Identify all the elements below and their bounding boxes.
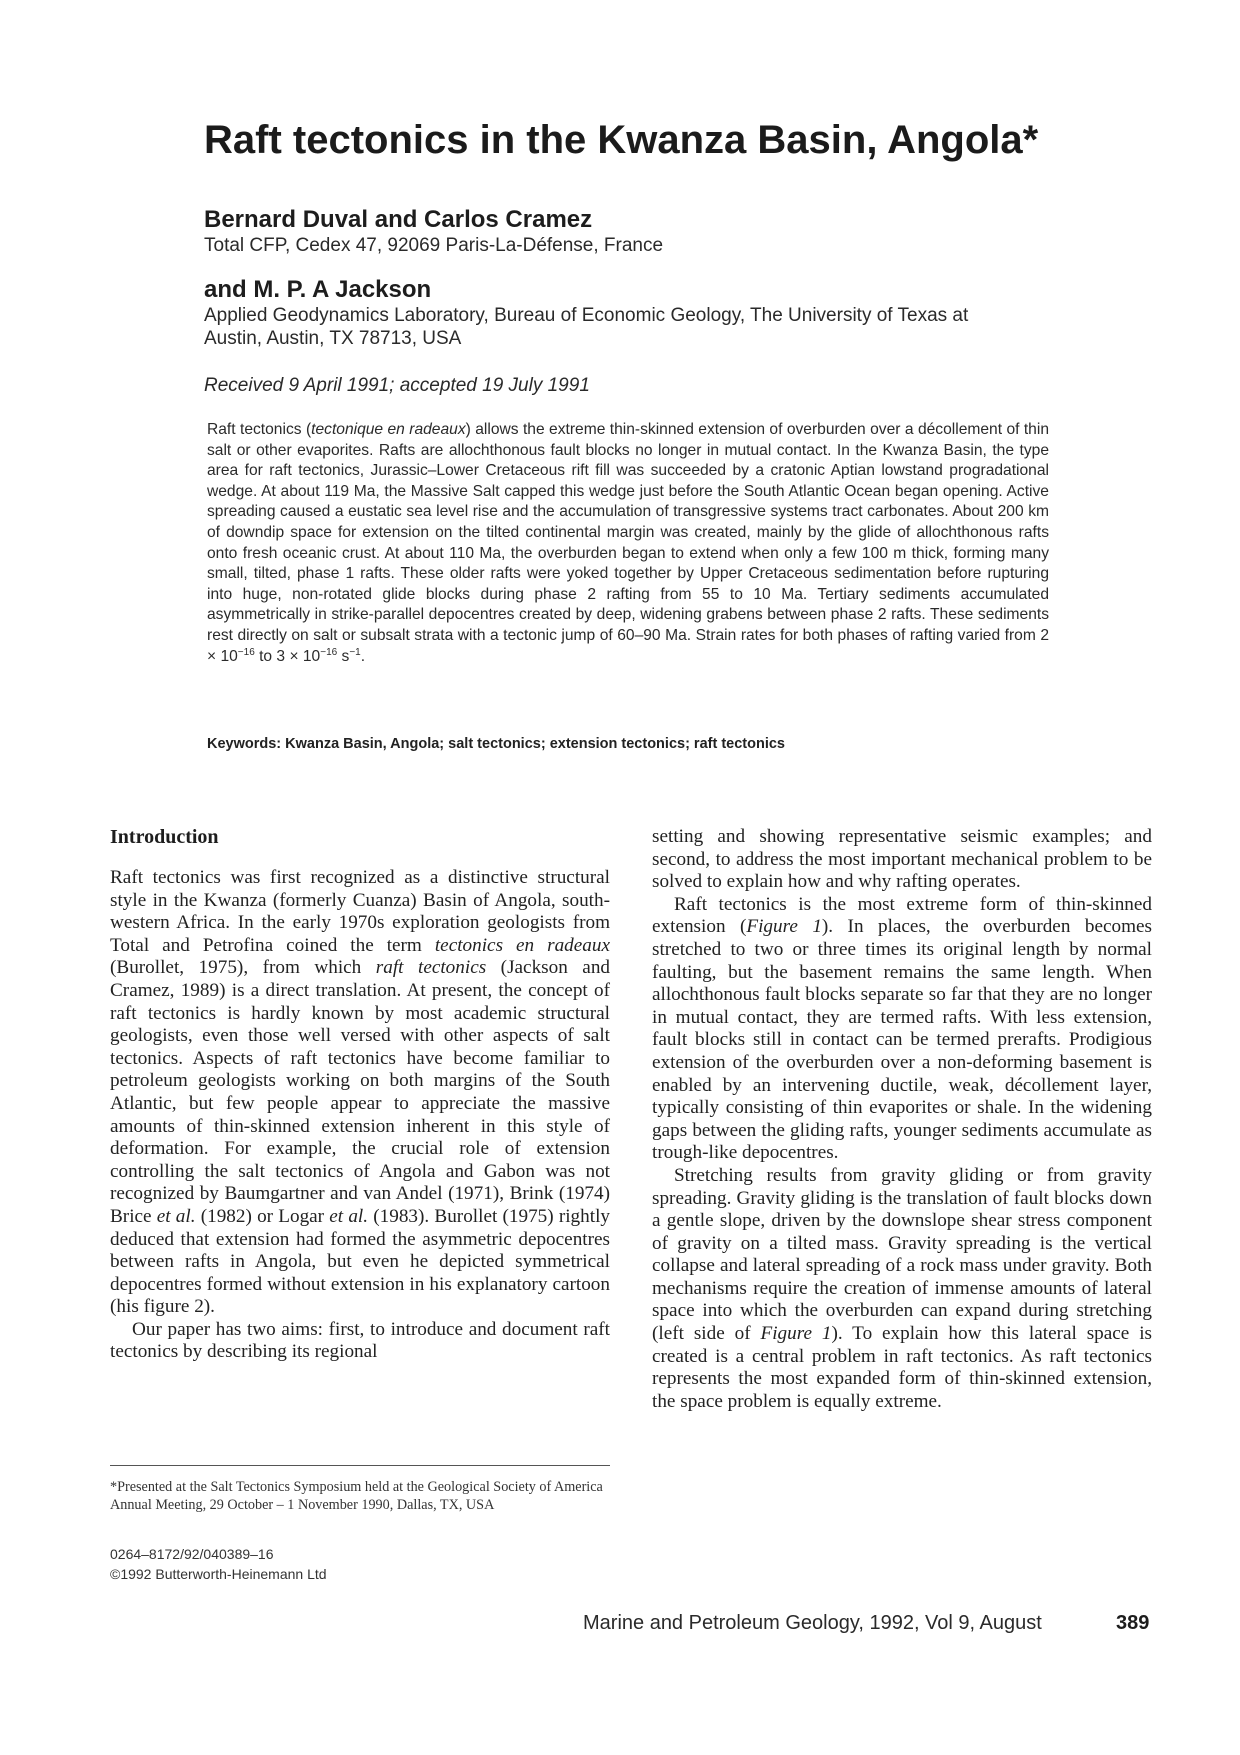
keywords: Keywords: Kwanza Basin, Angola; salt tectonics; extension tectonics; raft tectonics: [207, 736, 785, 752]
left-column: [110, 826, 610, 1364]
footnote: *Presented at the Salt Tectonics Symposium held at the Geological Society of America Annual Meeting, 29 October – 1 November 1990, Dallas, TX, USA: [110, 1479, 603, 1513]
section-heading-introduction: Introduction: [110, 826, 219, 848]
copyright-line: ©1992 Butterworth-Heinemann Ltd: [110, 1566, 327, 1582]
affiliation-primary: Total CFP, Cedex 47, 92069 Paris-La-Défense, France: [204, 235, 664, 256]
right-paragraph-3: Stretching results from gravity gliding or from gravity spreading. Gravity gliding is the translation of fault blocks down a gentle slope, driven by the downslope shear stress component of gravity on a tilted mass. Gravity spreading is the vertical collapse and lateral spreading of a rock mass under gravity. Both mechanisms require the creation of immense amounts of lateral space into which the overburden can expand during stretching (left side of Figure 1). To explain how this lateral space is created is a central problem in raft tectonics. As raft tectonics represents the most expanded form of thin-skinned extension, the space problem is equally extreme.: [652, 1164, 1152, 1412]
author-names-secondary: and M. P. A Jackson: [204, 276, 432, 303]
right-paragraph-1: setting and showing representative seismic examples; and second, to address the most important mechanical problem to be solved to explain how and why rafting operates.: [652, 826, 1152, 893]
page-number: 389: [1116, 1612, 1150, 1634]
footnote-divider: [110, 1465, 610, 1466]
journal-citation: Marine and Petroleum Geology, 1992, Vol 9, August: [583, 1612, 1042, 1634]
article-title: Raft tectonics in the Kwanza Basin, Angola*: [204, 118, 1039, 162]
affiliation-secondary: Applied Geodynamics Laboratory, Bureau of Economic Geology, The University of Texas at Austin, Austin, TX 78713, USA: [204, 305, 969, 349]
abstract: Raft tectonics (tectonique en radeaux) allows the extreme thin-skinned extension of overburden over a décollement of thin salt or other evaporites. Rafts are allochthonous fault blocks no longer in mutual contact. In the Kwanza Basin, the type area for raft tectonics, Jurassic–Lower Cretaceous rift fill was succeeded by a cratonic Aptian lowstand progradational wedge. At about 119 Ma, the Massive Salt capped this wedge just before the South Atlantic Ocean began opening. Active spreading caused a eustatic sea level rise and the accumulation of transgressive systems tract carbonates. About 200 km of downdip space for extension on the tilted continental margin was created, mainly by the glide of allochthonous rafts onto fresh oceanic crust. At about 110 Ma, the overburden began to extend when only a few 100 m thick, forming many small, tilted, phase 1 rafts. These older rafts were yoked together by Upper Cretaceous sedimentation before rupturing into huge, non-rotated glide blocks during phase 2 rafting from 55 to 10 Ma. Tertiary sediments accumulated asymmetrically in strike-parallel depocentres created by deep, widening grabens between phase 2 rafts. These sediments rest directly on salt or subsalt strata with a tectonic jump of 60–90 Ma. Strain rates for both phases of rafting varied from $2 \times 10^{-16}$ to $3 \times 10^{-16}$ $s^{-1}$.: [207, 421, 1049, 665]
right-paragraph-2: Raft tectonics is the most extreme form of thin-skinned extension (Figure 1). In places, the overburden becomes stretched to two or three times its original length by normal faulting, but the basement remains the same length. When allochthonous fault blocks separate so far that they are no longer in mutual contact, they are termed rafts. With less extension, fault blocks still in contact can be termed prerafts. Prodigious extension of the overburden over a non-deforming basement is enabled by an intervening ductile, weak, décollement layer, typically consisting of thin evaporites or shale. In the widening gaps between the gliding rafts, younger sediments accumulate as trough-like depocentres.: [652, 893, 1152, 1164]
received-dates: Received 9 April 1991; accepted 19 July 1991: [204, 375, 590, 396]
right-column: [652, 826, 1152, 1413]
author-names-primary: Bernard Duval and Carlos Cramez: [204, 206, 593, 233]
intro-paragraph-2: Our paper has two aims: first, to introduce and document raft tectonics by describing its regional: [110, 1318, 610, 1363]
issn-code: 0264–8172/92/040389–16: [110, 1546, 274, 1562]
intro-paragraph-1: Raft tectonics was first recognized as a distinctive structural style in the Kwanza (formerly Cuanza) Basin of Angola, south-western Africa. In the early 1970s exploration geologists from Total and Petrofina coined the term tectonics en radeaux (Burollet, 1975), from which raft tectonics (Jackson and Cramez, 1989) is a direct translation. At present, the concept of raft tectonics is hardly known by most academic structural geologists, even those well versed with other aspects of salt tectonics. Aspects of raft tectonics have become familiar to petroleum geologists working on both margins of the South Atlantic, but few people appear to appreciate the massive amounts of thin-skinned extension inherent in this style of deformation. For example, the crucial role of extension controlling the salt tectonics of Angola and Gabon was not recognized by Baumgartner and van Andel (1971), Brink (1974) Brice et al. (1982) or Logar et al. (1983). Burollet (1975) rightly deduced that extension had formed the asymmetric depocentres between rafts in Angola, but even he depicted symmetrical depocentres formed without extension in his explanatory cartoon (his figure 2).: [110, 867, 611, 1318]
